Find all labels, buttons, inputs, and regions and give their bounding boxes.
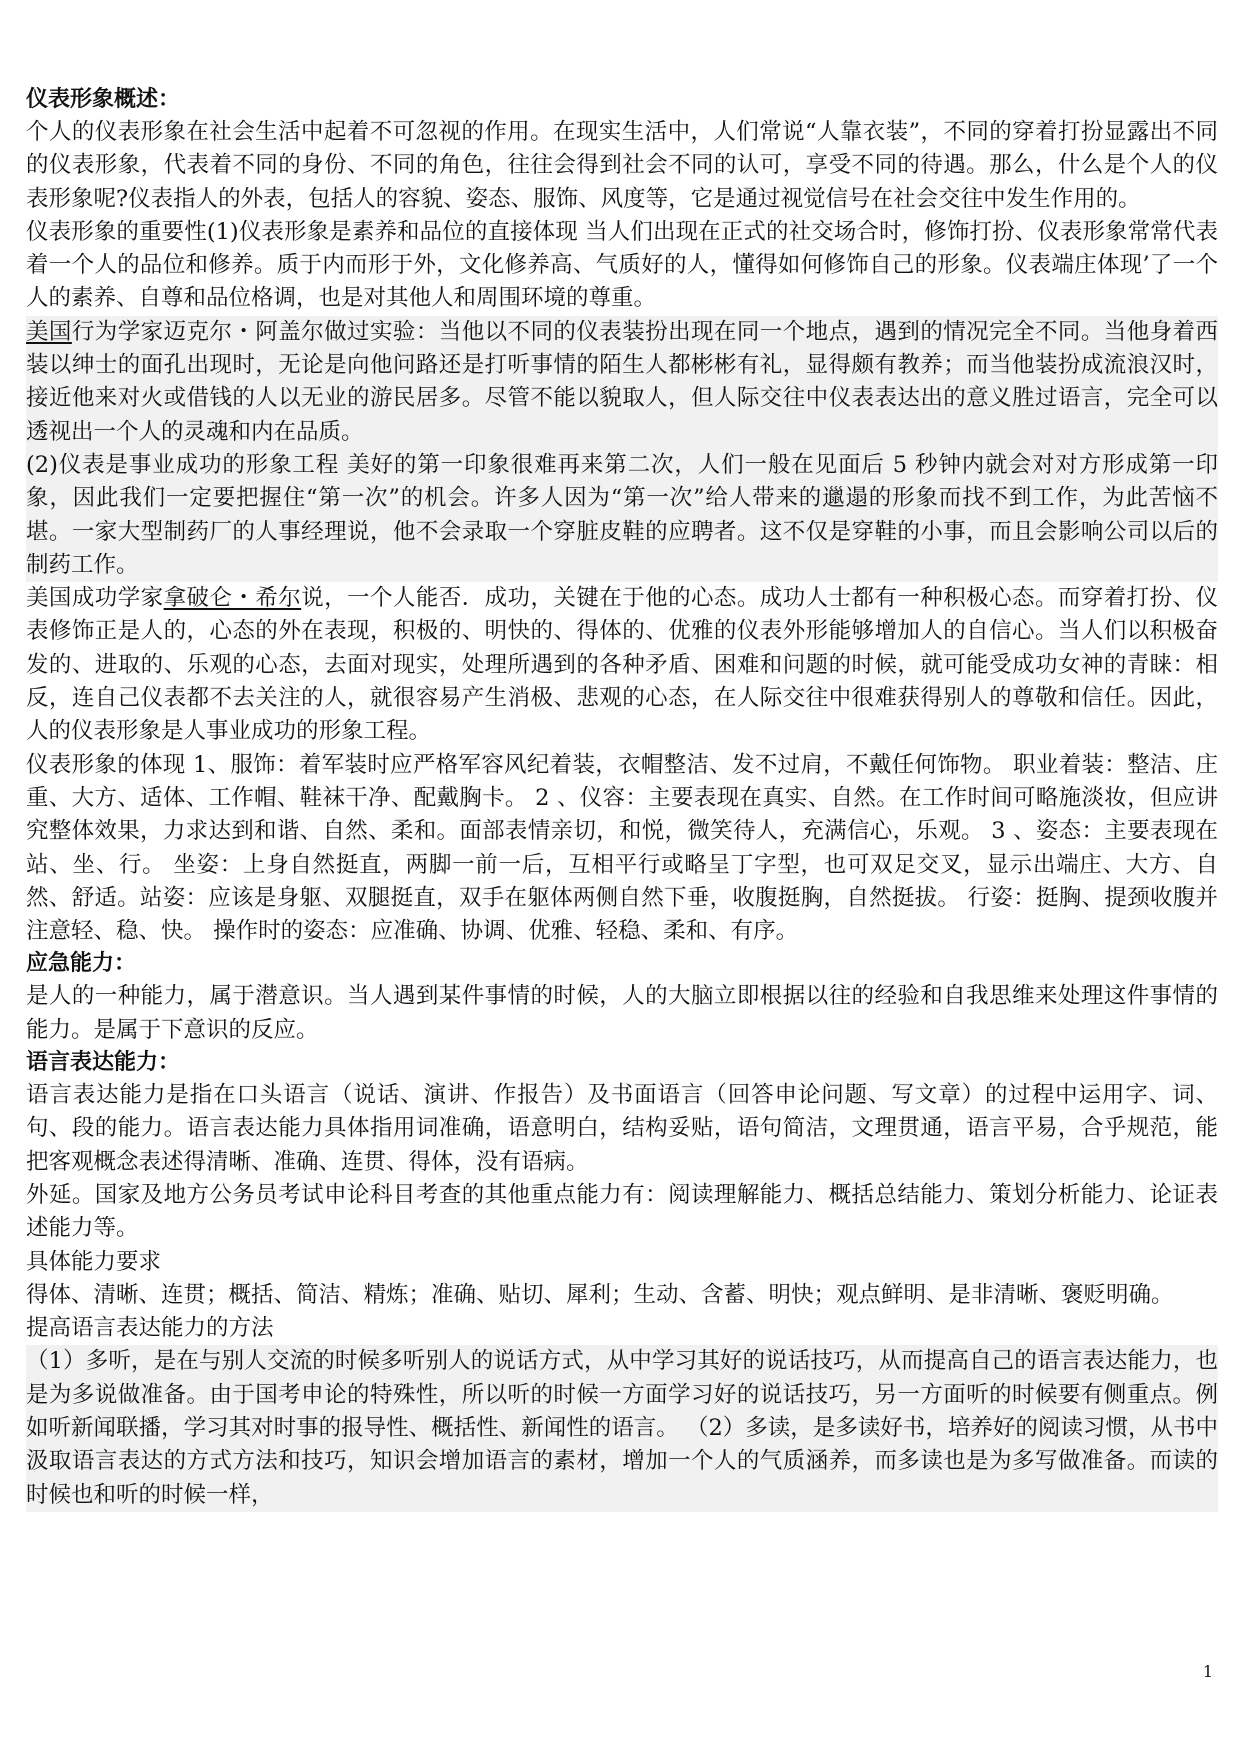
section-heading-emergency: 应急能力：: [26, 951, 137, 977]
link-usa[interactable]: 美国: [26, 318, 72, 345]
paragraph-appearance-overview: 个人的仪表形象在社会生活中起着不可忽视的作用。在现实生活中，人们常说“人靠衣装”，不同的穿着打扮显露出不同的仪表形象，代表着不同的身份、不同的角色，往往会得到社会不同的认可，享受不同的待遇。那么，什么是个人的仪表形象呢?仪表指人的外表，包括人的容貌、姿态、服饰、风度等，它是通过视觉信号在社会交往中发生作用的。: [26, 119, 1218, 212]
page-number: 1: [1202, 1662, 1213, 1681]
paragraph-requirements: 得体、清晰、连贯；概括、简洁、精炼；准确、贴切、犀利；生动、含蓄、明快；观点鲜明、是非清晰、褒贬明确。: [26, 1281, 1174, 1308]
subheading-methods: 提高语言表达能力的方法: [26, 1315, 274, 1342]
section-heading-appearance: 仪表形象概述：: [26, 87, 181, 112]
paragraph-appearance-importance: 仪表形象的重要性(1)仪表形象是素养和品位的直接体现 当人们出现在正式的社交场合时，修饰打扮、仪表形象常常代表着一个人的品位和修养。质于内而形于外，文化修养高、气质好的人，懂得如何修饰自己的形象。仪表端庄体现’了一个人的素养、自尊和品位格调，也是对其他人和周围环境的尊重。: [26, 218, 1218, 312]
paragraph-mindset: [26, 582, 1218, 748]
paragraph-language-extension: 外延。国家及地方公务员考试申论科目考查的其他重点能力有：阅读理解能力、概括总结能力、策划分析能力、论证表述能力等。: [26, 1181, 1218, 1242]
paragraph-experiment: [26, 316, 1218, 449]
subheading-requirements: 具体能力要求: [26, 1248, 162, 1275]
paragraph-emergency: 是人的一种能力，属于潜意识。当人遇到某件事情的时候，人的大脑立即根据以往的经验和自我思维来处理这件事情的能力。是属于下意识的反应。: [26, 983, 1218, 1043]
section-heading-language: 语言表达能力：: [26, 1050, 181, 1076]
link-napoleon-hill[interactable]: 拿破仑・希尔: [163, 585, 302, 612]
paragraph-methods: （1）多听，是在与别人交流的时候多听别人的说话方式，从中学习其好的说话技巧，从而提高自己的语言表达能力，也是为多说做准备。由于国考申论的特殊性，所以听的时候一方面学习好的说话技巧，另一方面听的时候要有侧重点。例如听新闻联播，学习其对时事的报导性、概括性、新闻性的语言。 （2）多读，是多读好书，培养好的阅读习惯，从书中汲取语言表达的方式方法和技巧，知识会增加语言的素材，增加一个人的气质涵养，而多读也是为多写做准备。而读的时候也和听的时候一样，: [26, 1345, 1218, 1511]
paragraph-experiment-text: 行为学家迈克尔・阿盖尔做过实验：当他以不同的仪表装扮出现在同一个地点，遇到的情况完全不同。当他身着西装以绅士的面孔出现时，无论是向他问路还是打听事情的陌生人都彬彬有礼，显得颇有教养；而当他装扮成流浪汉时，接近他来对火或借钱的人以无业的游民居多。尽管不能以貌取人，但人际交往中仪表表达出的意义胜过语言，完全可以透视出一个人的灵魂和内在品质。: [26, 318, 1218, 445]
paragraph-language-definition: 语言表达能力是指在口头语言（说话、演讲、作报告）及书面语言（回答申论问题、写文章）的过程中运用字、词、句、段的能力。语言表达能力具体指用词准确，语意明白，结构妥贴，语句简洁，文理贯通，语言平易，合乎规范，能把客观概念表述得清晰、准确、连贯、得体，没有语病。: [26, 1082, 1218, 1175]
paragraph-mindset-prefix: 美国成功学家: [26, 585, 164, 612]
document-body: [26, 84, 1218, 1512]
paragraph-appearance-manifestation: 仪表形象的体现 1、服饰：着军装时应严格军容风纪着装，衣帽整洁、发不过肩，不戴任何饰物。 职业着装：整洁、庄重、大方、适体、工作帽、鞋袜干净、配戴胸卡。 2 、仪容：主要表现在真实、自然。在工作时间可略施淡妆，但应讲究整体效果，力求达到和谐、自然、柔和。面部表情亲切，和悦，微笑待人，充满信心，乐观。 3 、姿态：主要表现在站、坐、行。 坐姿：上身自然挺直，两脚一前一后，互相平行或略呈丁字型，也可双足交叉，显示出端庄、大方、自然、舒适。站姿：应该是身躯、双腿挺直，双手在躯体两侧自然下垂，收腹挺胸，自然挺拔。 行姿：挺胸、提颈收腹并注意轻、稳、快。 操作时的姿态：应准确、协调、优雅、轻稳、柔和、有序。: [26, 751, 1218, 945]
paragraph-mindset-text: 说，一个人能否．成功，关键在于他的心态。成功人士都有一种积极心态。而穿着打扮、仪表修饰正是人的，心态的外在表现，积极的、明快的、得体的、优雅的仪表外形能够增加人的自信心。当人们以积极奋发的、进取的、乐观的心态，去面对现实，处理所遇到的各种矛盾、困难和问题的时候，就可能受成功女神的青睐：相反，连自己仪表都不去关注的人，就很容易产生消极、悲观的心态，在人际交往中很难获得别人的尊敬和信任。因此，人的仪表形象是人事业成功的形象工程。: [26, 585, 1218, 745]
paragraph-career-image: (2)仪表是事业成功的形象工程 美好的第一印象很难再来第二次，人们一般在见面后 5 秒钟内就会对对方形成第一印象，因此我们一定要把握住“第一次”的机会。许多人因为“第一次”给人带来的邋遢的形象而找不到工作，为此苦恼不堪。一家大型制药厂的人事经理说，他不会录取一个穿脏皮鞋的应聘者。这不仅是穿鞋的小事，而且会影响公司以后的制药工作。: [26, 449, 1218, 582]
